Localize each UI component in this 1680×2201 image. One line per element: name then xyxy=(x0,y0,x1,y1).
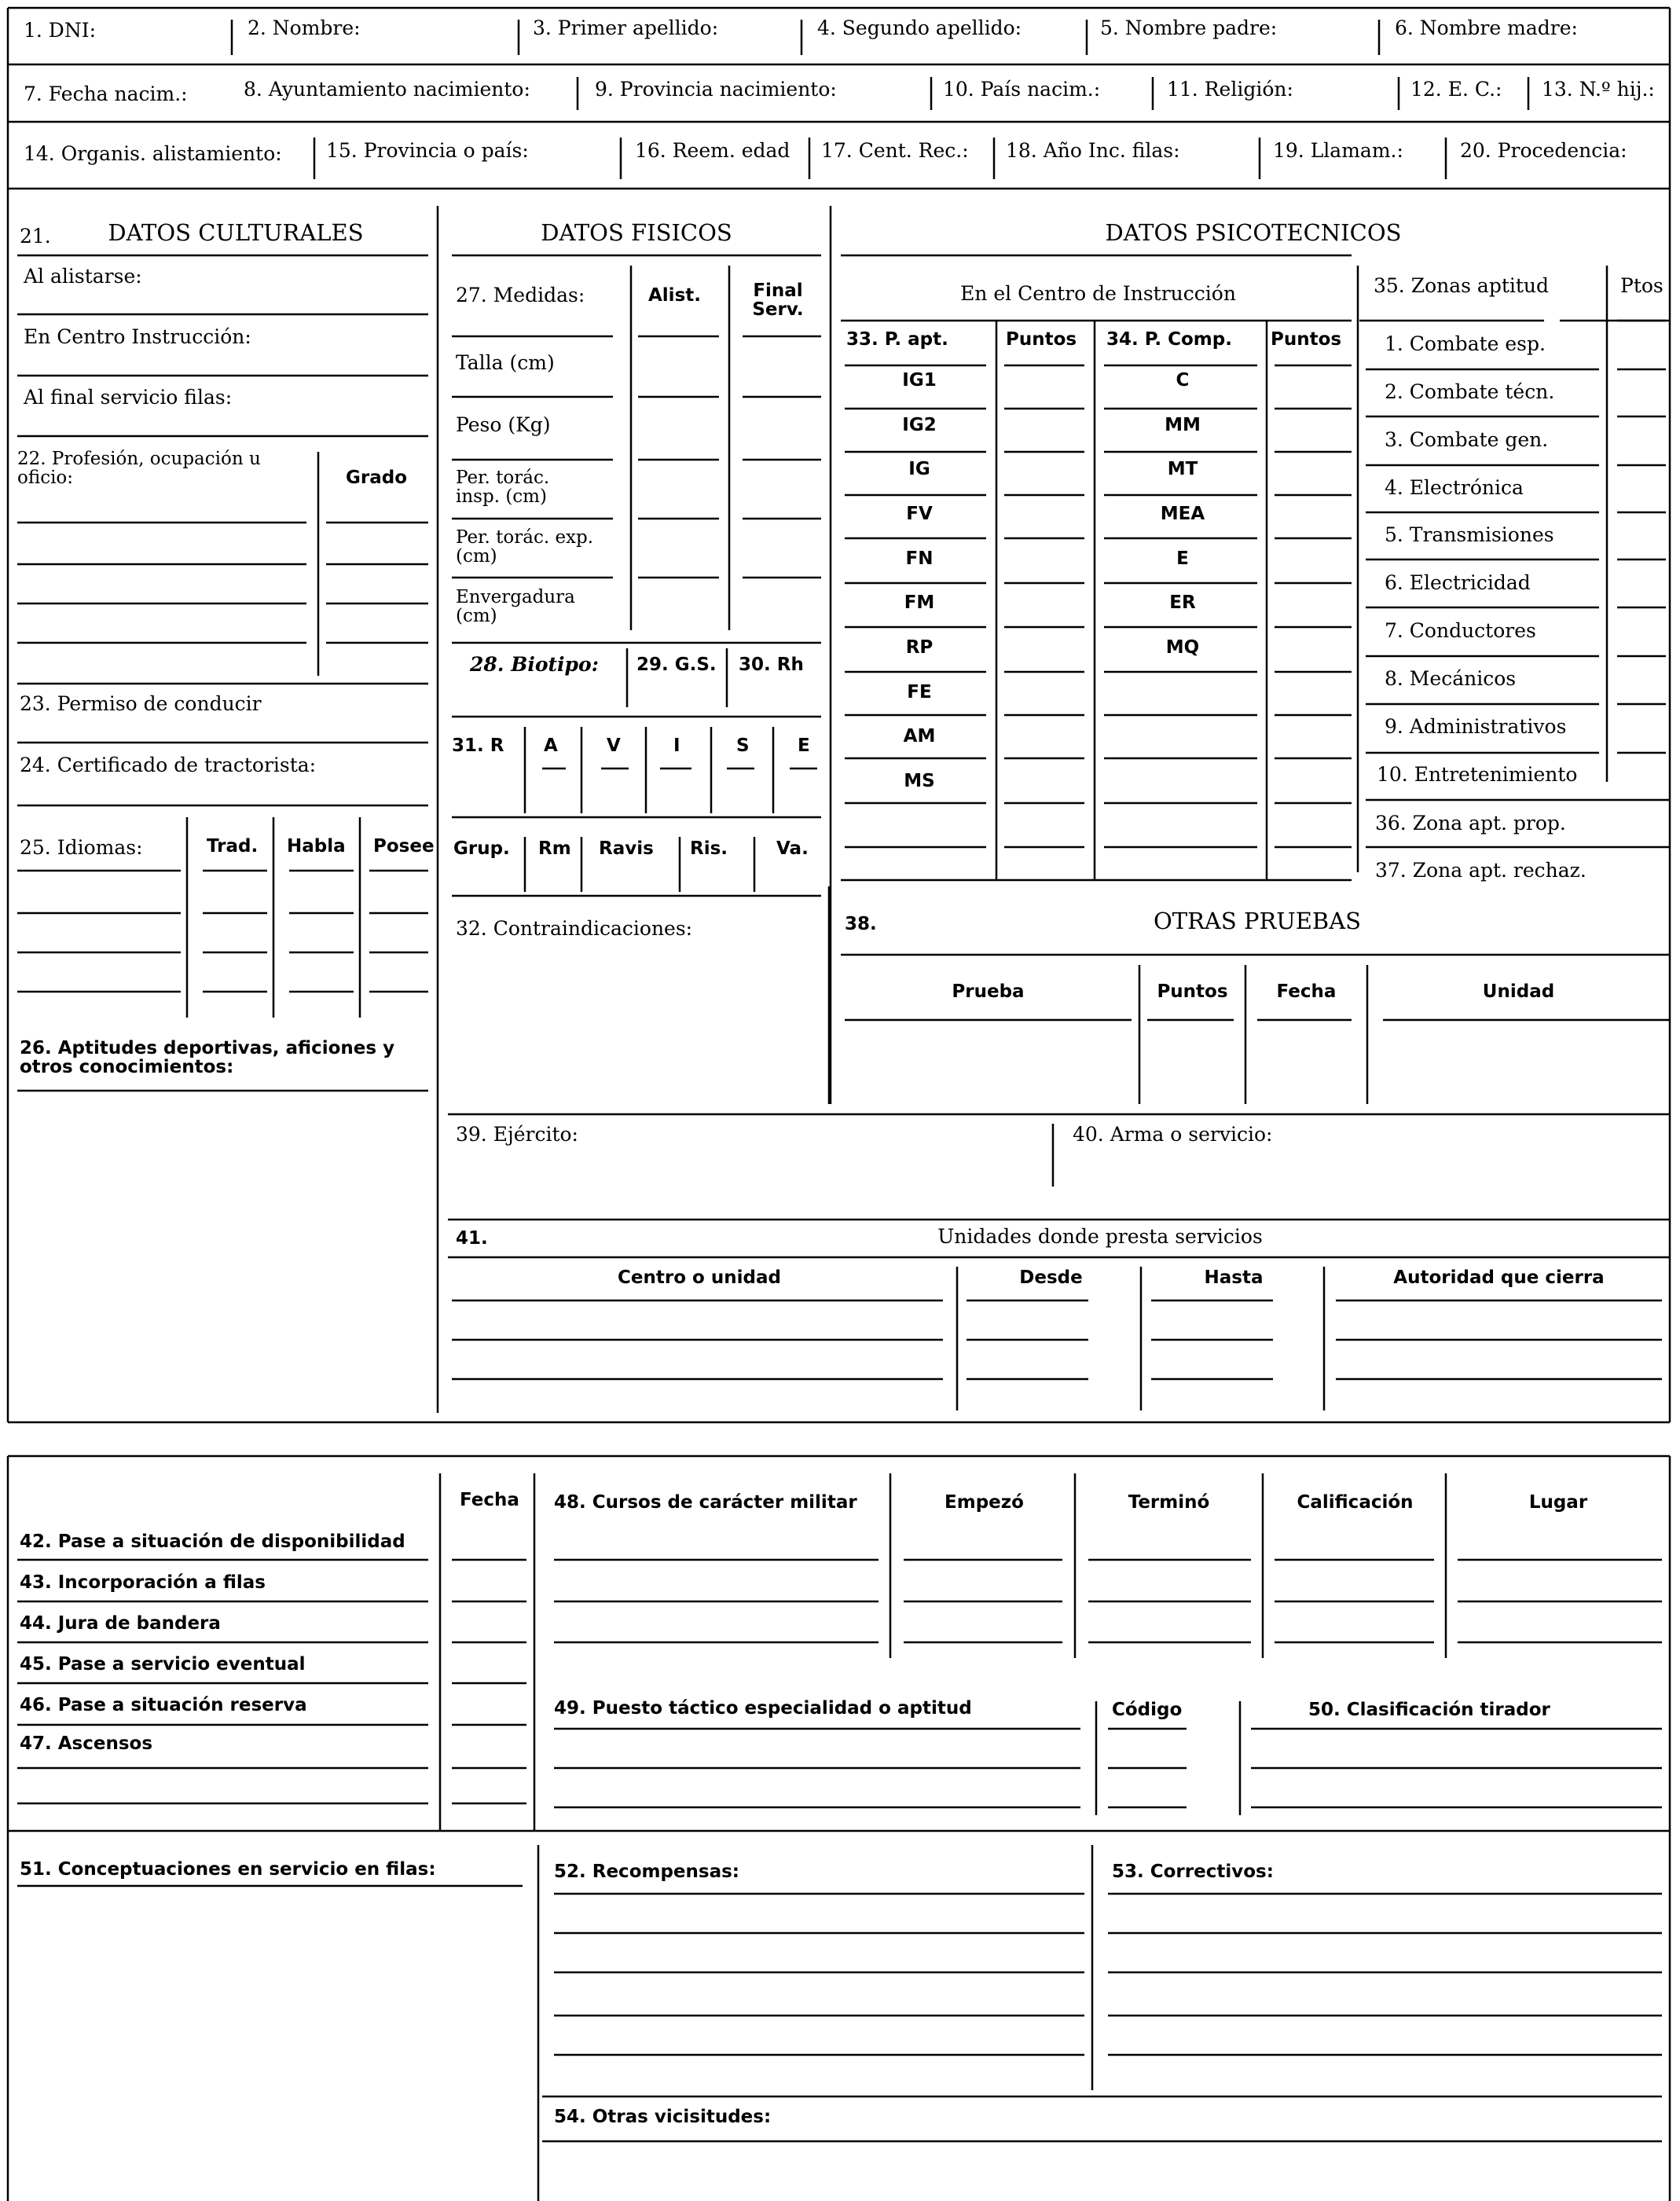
field-primer-apellido-label: 3. Primer apellido: xyxy=(533,17,719,39)
zona-item: 7. Conductores xyxy=(1385,619,1536,642)
label-hasta: Hasta xyxy=(1204,1267,1264,1288)
label-fecha-back: Fecha xyxy=(460,1490,519,1510)
field-llamam-label: 19. Llamam.: xyxy=(1273,139,1403,162)
label-empezo: Empezó xyxy=(945,1492,1024,1513)
label-rm: Rm xyxy=(538,838,571,859)
label-ris: Ris. xyxy=(690,838,728,859)
label-permiso-conducir: 23. Permiso de conducir xyxy=(20,692,262,715)
field-num-hijos-label: 13. N.º hij.: xyxy=(1542,78,1655,101)
apt-item: IG2 xyxy=(902,415,937,435)
zona-item: 3. Combate gen. xyxy=(1385,428,1549,451)
apt-item: FV xyxy=(906,504,933,524)
label-profesion: 22. Profesión, ocupación u oficio: xyxy=(17,449,261,488)
label-biotipo: 28. Biotipo: xyxy=(470,653,599,676)
label-31-v: V xyxy=(607,736,621,756)
apt-item: FM xyxy=(904,592,935,613)
section-number: 41. xyxy=(456,1228,488,1249)
label-zona-apt-rechaz: 37. Zona apt. rechaz. xyxy=(1375,859,1586,882)
field-procedencia-label: 20. Procedencia: xyxy=(1460,139,1627,162)
label-trad: Trad. xyxy=(207,836,259,857)
label-puntos-comp: Puntos xyxy=(1271,329,1342,350)
label-final-servicio: Al final servicio filas: xyxy=(24,386,233,409)
fisico-row-label: Peso (Kg) xyxy=(456,413,551,436)
label-certificado-tractorista: 24. Certificado de tractorista: xyxy=(20,754,317,776)
label-ravis: Ravis xyxy=(599,838,654,859)
zona-item: 1. Combate esp. xyxy=(1385,332,1546,355)
label-zona-apt-prop: 36. Zona apt. prop. xyxy=(1375,812,1566,835)
field-ec-label: 12. E. C.: xyxy=(1410,78,1502,101)
comp-item: C xyxy=(1176,370,1190,391)
label-desde: Desde xyxy=(1019,1267,1083,1288)
zona-item: 10. Entretenimiento xyxy=(1377,763,1578,786)
field-nombre-padre-label: 5. Nombre padre: xyxy=(1100,17,1278,39)
label-31-s: S xyxy=(736,736,750,756)
label-centro-instruccion: En Centro Instrucción: xyxy=(24,325,251,348)
apt-item: MS xyxy=(904,771,935,791)
label-31-e: E xyxy=(798,736,810,756)
zona-item: 5. Transmisiones xyxy=(1385,523,1554,546)
label-recompensas: 52. Recompensas: xyxy=(554,1862,739,1882)
field-nombre-label: 2. Nombre: xyxy=(248,17,361,39)
label-calificacion: Calificación xyxy=(1297,1492,1414,1513)
apt-item: FE xyxy=(907,682,932,702)
zona-item: 4. Electrónica xyxy=(1385,476,1524,499)
label-clasificacion-tirador: 50. Clasificación tirador xyxy=(1308,1700,1550,1720)
field-ayuntamiento-label: 8. Ayuntamiento nacimiento: xyxy=(244,78,530,101)
label-fecha-otras: Fecha xyxy=(1276,981,1337,1002)
section-title-culturales: DATOS CULTURALES xyxy=(108,219,364,246)
label-al-alistarse: Al alistarse: xyxy=(24,265,142,288)
label-unidades-servicios: Unidades donde presta servicios xyxy=(937,1225,1263,1248)
field-cent-rec-label: 17. Cent. Rec.: xyxy=(821,139,969,162)
label-idiomas: 25. Idiomas: xyxy=(20,836,143,859)
zona-item: 8. Mecánicos xyxy=(1385,667,1517,690)
label-p-comp: 34. P. Comp. xyxy=(1106,329,1232,350)
field-provincia-pais-label: 15. Provincia o país: xyxy=(326,139,529,162)
label-posee: Posee xyxy=(373,836,435,857)
label-rh: 30. Rh xyxy=(739,655,804,675)
fisico-row-label: Envergadura (cm) xyxy=(456,587,575,626)
fisico-row-label: Per. torác. exp. (cm) xyxy=(456,527,594,567)
label-gs: 29. G.S. xyxy=(636,655,717,675)
field-pais-nacim-label: 10. País nacim.: xyxy=(943,78,1101,101)
zona-item: 2. Combate técn. xyxy=(1385,380,1555,403)
field-nombre-madre-label: 6. Nombre madre: xyxy=(1395,17,1578,39)
label-grado: Grado xyxy=(346,468,408,488)
zona-item: 9. Administrativos xyxy=(1385,715,1567,738)
field-provincia-nacim-label: 9. Provincia nacimiento: xyxy=(595,78,837,101)
label-cursos-militar: 48. Cursos de carácter militar xyxy=(554,1492,857,1513)
label-alist: Alist. xyxy=(648,285,701,306)
label-conceptuaciones: 51. Conceptuaciones en servicio en filas: xyxy=(20,1859,436,1880)
label-otras-vicisitudes: 54. Otras vicisitudes: xyxy=(554,2107,772,2127)
comp-item: MM xyxy=(1165,415,1201,435)
field-segundo-apellido-label: 4. Segundo apellido: xyxy=(817,17,1022,39)
situacion-item: 44. Jura de bandera xyxy=(20,1613,221,1634)
comp-item: MEA xyxy=(1160,504,1205,524)
field-ano-inc-label: 18. Año Inc. filas: xyxy=(1006,139,1180,162)
label-grup: Grup. xyxy=(453,838,510,859)
label-centro-unidad: Centro o unidad xyxy=(618,1267,781,1288)
zona-item: 6. Electricidad xyxy=(1385,571,1531,594)
field-dni-label: 1. DNI: xyxy=(24,19,97,42)
label-termino: Terminó xyxy=(1128,1492,1210,1513)
label-correctivos: 53. Correctivos: xyxy=(1112,1862,1274,1882)
label-unidad: Unidad xyxy=(1482,981,1555,1002)
label-31-a: A xyxy=(544,736,558,756)
label-lugar: Lugar xyxy=(1528,1492,1588,1513)
situacion-item: 45. Pase a servicio eventual xyxy=(20,1654,306,1675)
label-arma-servicio: 40. Arma o servicio: xyxy=(1073,1123,1273,1146)
label-puntos-otras: Puntos xyxy=(1157,981,1228,1002)
label-prueba: Prueba xyxy=(952,981,1025,1002)
label-centro-instruccion-psico: En el Centro de Instrucción xyxy=(960,282,1236,305)
situacion-item: 46. Pase a situación reserva xyxy=(20,1695,307,1715)
section-title-fisicos: DATOS FISICOS xyxy=(541,219,732,246)
fisico-row-label: Per. torác. insp. (cm) xyxy=(456,468,550,507)
situacion-item: 43. Incorporación a filas xyxy=(20,1572,266,1593)
label-va: Va. xyxy=(776,838,809,859)
label-31-i: I xyxy=(673,736,680,756)
label-medidas: 27. Medidas: xyxy=(456,284,585,306)
comp-item: MT xyxy=(1167,459,1198,479)
fisico-row-label: Talla (cm) xyxy=(456,351,555,374)
label-habla: Habla xyxy=(287,836,346,857)
section-title-otras-pruebas: OTRAS PRUEBAS xyxy=(1153,908,1362,934)
label-autoridad-cierra: Autoridad que cierra xyxy=(1393,1267,1605,1288)
field-reem-edad-label: 16. Reem. edad xyxy=(635,139,790,162)
situacion-item: 47. Ascensos xyxy=(20,1733,153,1754)
label-ejercito: 39. Ejército: xyxy=(456,1123,578,1146)
field-religion-label: 11. Religión: xyxy=(1167,78,1293,101)
label-p-apt: 33. P. apt. xyxy=(846,329,948,350)
comp-item: E xyxy=(1176,548,1189,569)
section-title-psicotecnicos: DATOS PSICOTECNICOS xyxy=(1105,219,1402,246)
label-aptitudes-deportivas: 26. Aptitudes deportivas, aficiones y otros conocimientos: xyxy=(20,1038,395,1077)
label-31-r: 31. R xyxy=(452,736,504,756)
apt-item: IG xyxy=(908,459,930,479)
apt-item: IG1 xyxy=(902,370,937,391)
apt-item: RP xyxy=(905,637,934,658)
label-puntos-apt: Puntos xyxy=(1006,329,1077,350)
label-ptos: Ptos xyxy=(1620,274,1663,297)
label-codigo: Código xyxy=(1112,1700,1183,1720)
label-contraindicaciones: 32. Contraindicaciones: xyxy=(456,917,693,940)
section-number: 38. xyxy=(845,914,877,934)
comp-item: ER xyxy=(1169,592,1196,613)
section-number: 21. xyxy=(20,225,51,248)
field-fecha-nacim-label: 7. Fecha nacim.: xyxy=(24,83,188,105)
label-puesto-tactico: 49. Puesto táctico especialidad o aptitud xyxy=(554,1698,972,1719)
apt-item: AM xyxy=(903,726,936,747)
field-organis-label: 14. Organis. alistamiento: xyxy=(24,142,282,165)
comp-item: MQ xyxy=(1165,637,1200,658)
label-final-serv: Final Serv. xyxy=(752,281,804,320)
apt-item: FN xyxy=(905,548,934,569)
label-zonas-aptitud: 35. Zonas aptitud xyxy=(1374,274,1550,297)
situacion-item: 42. Pase a situación de disponibilidad xyxy=(20,1532,405,1552)
